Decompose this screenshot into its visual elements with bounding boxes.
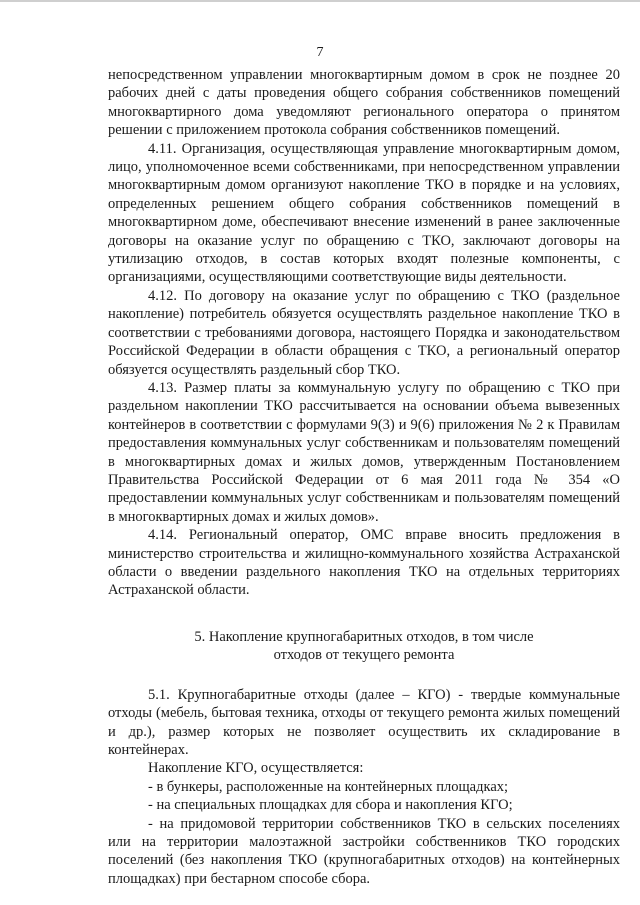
page-number: 7 xyxy=(316,45,324,60)
list-item-bunkers: - в бункеры, расположенные на контейнерных площадках; xyxy=(148,778,509,795)
document-body xyxy=(108,66,620,888)
list-item-special-areas: - на специальных площадках для сбора и накопления КГО; xyxy=(148,797,513,814)
section-5-title xyxy=(108,628,620,664)
paragraph-5-1: 5.1. Крупногабаритные отходы (далее – КГО) - твердые коммунальные отходы (мебель, бытовая техника, отходы от текущего ремонта жилых помещений и др.), размер которых не позволяет осуществить их складирование в контейнерах. xyxy=(108,686,620,758)
section-title-line-2: отходов от текущего ремонта xyxy=(273,646,455,663)
paragraph-4-12: 4.12. По договору на оказание услуг по обращению с ТКО (раздельное накопление) потребитель обязуется осуществлять раздельное накопление ТКО в соответствии с требованиями договора, настоящего Порядка и законодательством Российской Федерации в области обращения с ТКО, а региональный оператор обязуется осуществлять раздельный сбор ТКО. xyxy=(108,287,620,378)
page-top-edge xyxy=(0,0,640,2)
list-item-adjacent-territory: - на придомовой территории собственников ТКО в сельских поселениях или на территории малоэтажной застройки собственников ТКО городских поселений (без накопления ТКО (крупногабаритных отходов) на контейнерных площадках) при бестарном способе сбора. xyxy=(108,815,620,887)
paragraph-continuation: непосредственном управлении многоквартирным домом в срок не позднее 20 рабочих дней с даты проведения общего собрания собственников помещений многоквартирного дома уведомляют регионального оператора о принятом решении с приложением протокола собрания собственников помещений. xyxy=(108,67,620,139)
paragraph-4-13: 4.13. Размер платы за коммунальную услугу по обращению с ТКО при раздельном накоплении ТКО рассчитывается на основании объема вывезенных контейнеров в соответствии с формулами 9(3) и 9(6) приложения № 2 к Правилам предоставления коммунальных услуг собственникам и пользователям помещений в многоквартирных домах и жилых домов, утвержденным Постановлением Правительства Российской Федерации от 6 мая 2011 года № 354 «О предоставлении коммунальных услуг собственникам и пользователям помещений в многоквартирных домах и жилых домов». xyxy=(108,379,620,525)
paragraph-4-11: 4.11. Организация, осуществляющая управление многоквартирным домом, лицо, уполномоченное всеми собственниками, при непосредственном управлении многоквартирным домом организуют накопление ТКО в порядке и на условиях, определенных решением общего собрания собственников помещений в многоквартирном доме, обеспечивают внесение изменений в ранее заключенные договоры на оказание услуг по обращению с ТКО, заключают договоры на утилизацию отходов, в состав которых входят полезные компоненты, с организациями, осуществляющими соответствующие виды деятельности. xyxy=(108,140,620,286)
section-title-line-1: 5. Накопление крупногабаритных отходов, в том числе xyxy=(194,628,534,645)
paragraph-4-14: 4.14. Региональный оператор, ОМС вправе вносить предложения в министерство строительства и жилищно-коммунального хозяйства Астраханской области о введении раздельного накопления ТКО на отдельных территориях Астраханской области. xyxy=(108,527,620,599)
list-intro: Накопление КГО, осуществляется: xyxy=(148,760,364,777)
